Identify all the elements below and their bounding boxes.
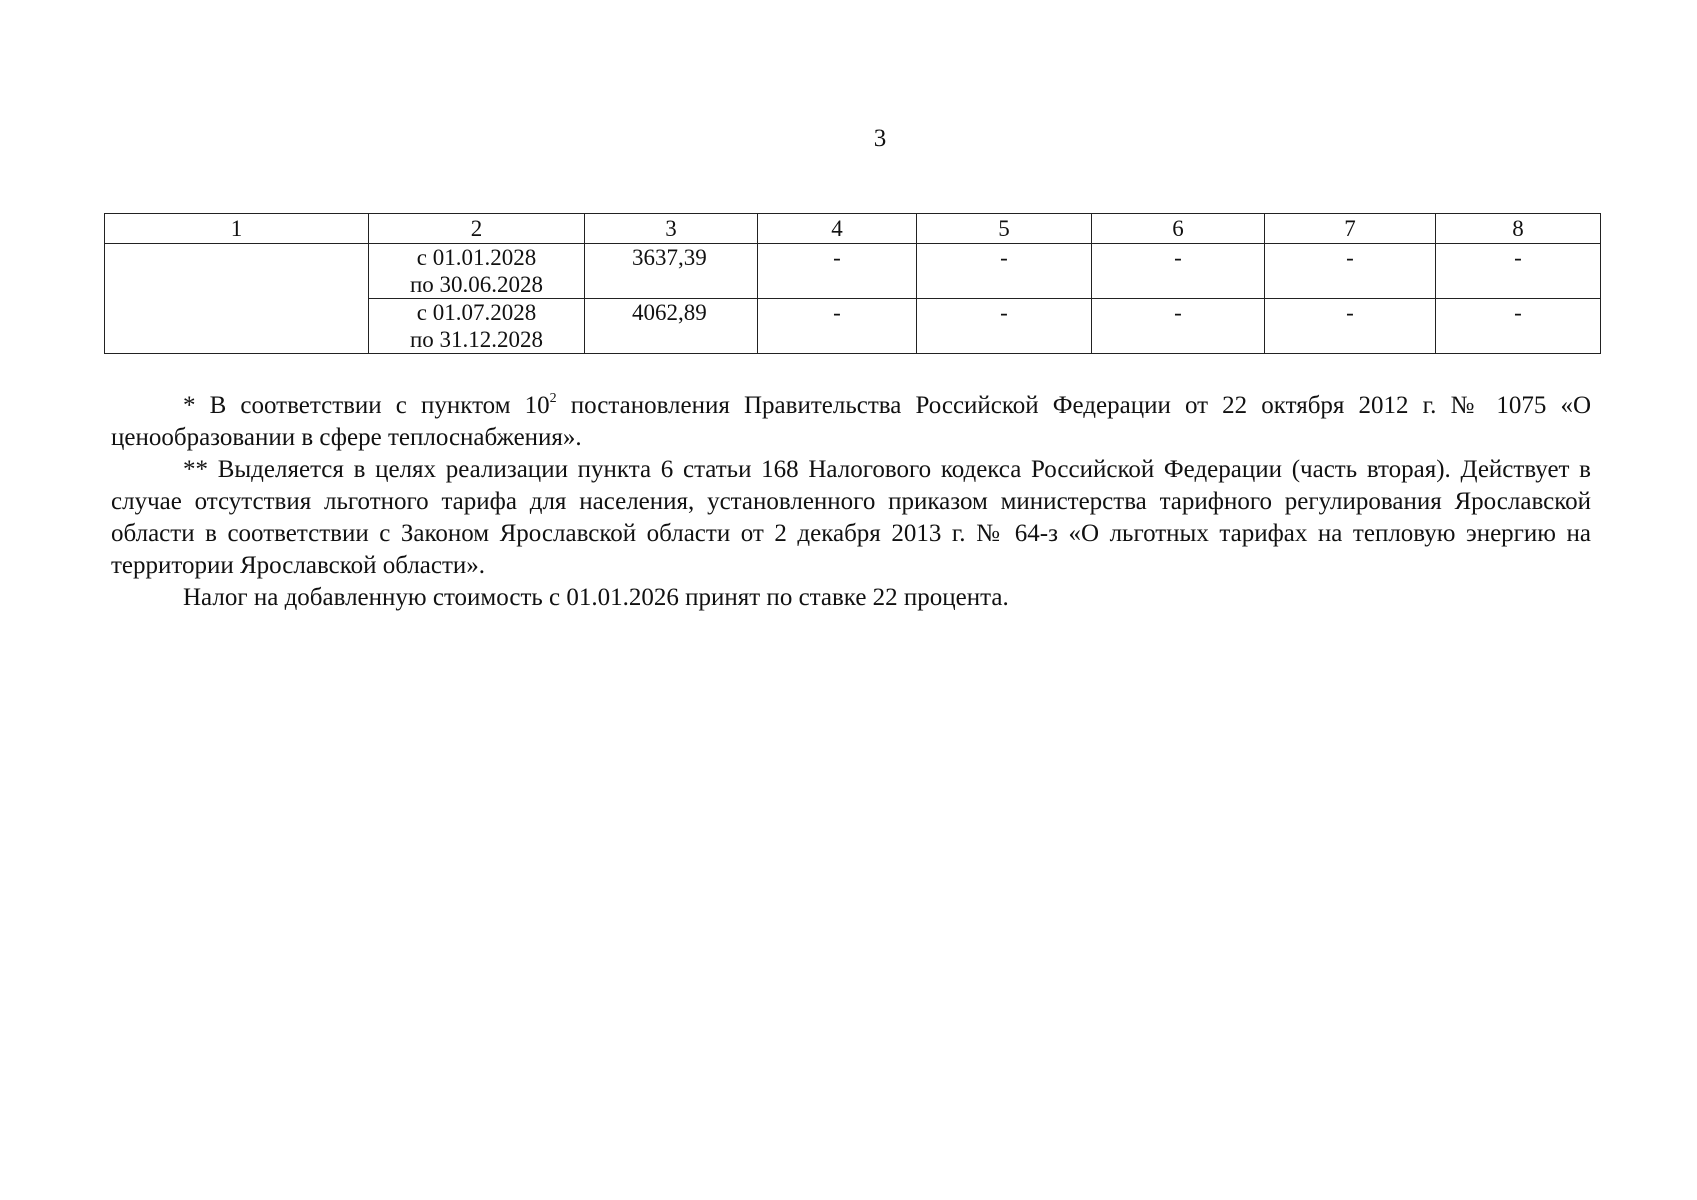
tariff-value: 4062,89 bbox=[585, 299, 758, 354]
dash-cell: - bbox=[917, 244, 1092, 299]
column-number-7: 7 bbox=[1265, 214, 1436, 244]
dash-cell: - bbox=[917, 299, 1092, 354]
period-cell bbox=[369, 244, 585, 299]
column-number-6: 6 bbox=[1092, 214, 1265, 244]
table-header-row bbox=[105, 214, 1601, 244]
footnote-1-superscript: 2 bbox=[549, 391, 557, 406]
table-row bbox=[105, 244, 1601, 299]
footnote-1-text-start: * В соответствии с пунктом 10 bbox=[183, 392, 550, 419]
column-number-4: 4 bbox=[758, 214, 917, 244]
period-to: по 30.06.2028 bbox=[409, 272, 544, 297]
dash-cell: - bbox=[1436, 299, 1601, 354]
dash-cell: - bbox=[1092, 244, 1265, 299]
dash-cell: - bbox=[1092, 299, 1265, 354]
tariff-table bbox=[104, 213, 1601, 354]
vat-note: Налог на добавленную стоимость с 01.01.2026 принят по ставке 22 процента. bbox=[183, 584, 1009, 611]
column-number-5: 5 bbox=[917, 214, 1092, 244]
column-number-2: 2 bbox=[369, 214, 585, 244]
footnote-2: ** Выделяется в целях реализации пункта 6 статьи 168 Налогового кодекса Российской Федерации (часть вторая). Действует в случае отсутствия льготного тарифа для населения, установленного приказом министерства тарифного регулирования Ярославской области в соответствии с Законом Ярославской области от 2 декабря 2013 г. № 64-з «О льготных тарифах на тепловую энергию на территории Ярославской области». bbox=[111, 456, 1591, 579]
tariff-value: 3637,39 bbox=[585, 244, 758, 299]
page-number: 3 bbox=[873, 125, 887, 152]
period-from: с 01.01.2028 bbox=[416, 245, 537, 270]
footnote-1 bbox=[111, 390, 1591, 454]
column-number-8: 8 bbox=[1436, 214, 1601, 244]
dash-cell: - bbox=[1265, 299, 1436, 354]
dash-cell: - bbox=[758, 299, 917, 354]
empty-cell bbox=[105, 244, 369, 354]
period-from: с 01.07.2028 bbox=[416, 300, 537, 325]
column-number-3: 3 bbox=[585, 214, 758, 244]
period-to: по 31.12.2028 bbox=[409, 327, 544, 352]
dash-cell: - bbox=[758, 244, 917, 299]
dash-cell: - bbox=[1265, 244, 1436, 299]
footnotes bbox=[111, 390, 1591, 614]
dash-cell: - bbox=[1436, 244, 1601, 299]
period-cell bbox=[369, 299, 585, 354]
column-number-1: 1 bbox=[105, 214, 369, 244]
footnote-1-text-end: постановления Правительства Российской Федерации от 22 октября 2012 г. № 1075 «О ценообразовании в сфере теплоснабжения». bbox=[111, 392, 1591, 451]
